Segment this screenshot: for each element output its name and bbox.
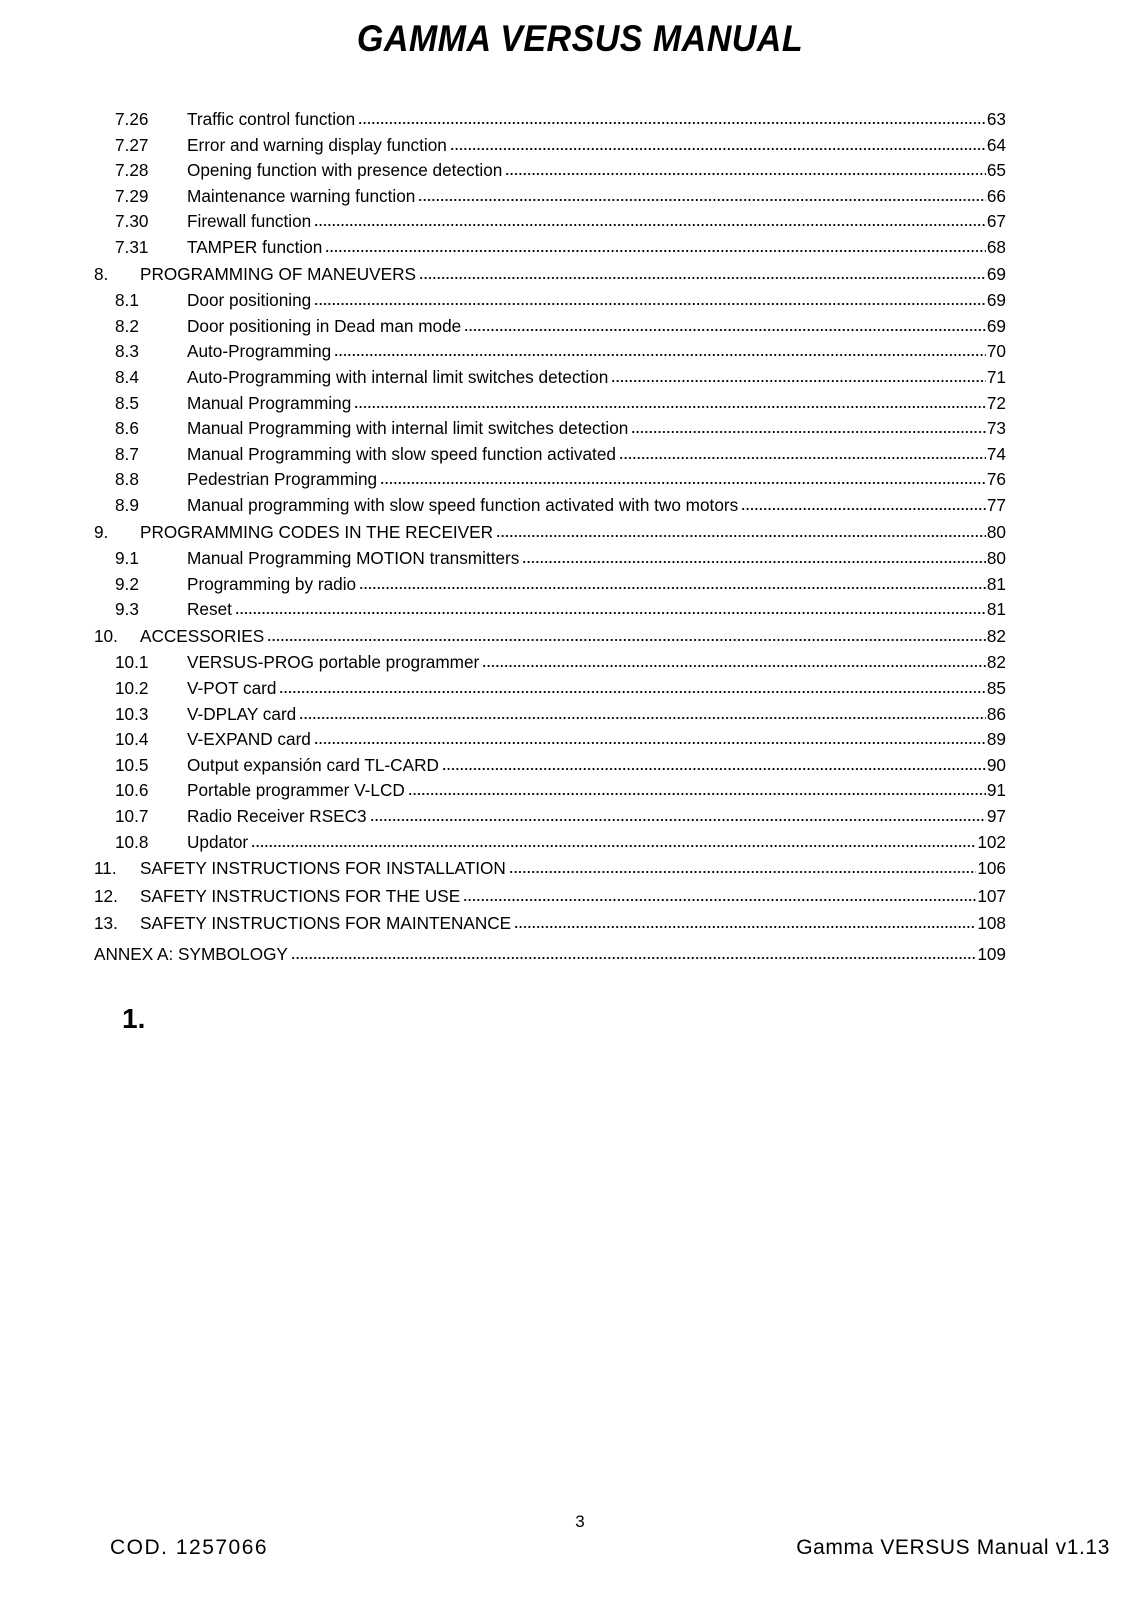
toc-entry-page: 71 <box>986 366 1006 387</box>
toc-entry[interactable] <box>94 519 1006 547</box>
toc-entry-page: 68 <box>986 236 1006 257</box>
toc-entry[interactable] <box>94 365 1006 391</box>
toc-entry-number: 8.5 <box>115 392 139 413</box>
table-of-contents <box>94 107 1006 968</box>
toc-dot-leader <box>354 393 986 409</box>
toc-entry-title: SAFETY INSTRUCTIONS FOR INSTALLATION <box>140 858 506 879</box>
toc-entry-page: 109 <box>977 944 1006 964</box>
toc-entry-title: Output expansión card TL-CARD <box>187 754 439 775</box>
toc-entry-page: 77 <box>986 494 1006 515</box>
toc-dot-leader <box>370 806 986 822</box>
toc-entry[interactable] <box>94 855 1006 883</box>
toc-entry[interactable] <box>94 650 1006 676</box>
toc-entry-number: 9. <box>94 521 109 542</box>
toc-dot-leader <box>418 186 986 202</box>
toc-entry-page: 63 <box>986 109 1006 129</box>
toc-entry-title: Manual Programming with internal limit switches detection <box>187 418 629 439</box>
toc-entry-title: Manual Programming with slow speed function activated <box>187 443 616 464</box>
toc-entry[interactable] <box>94 467 1006 493</box>
toc-entry[interactable] <box>94 753 1006 779</box>
toc-entry-title: PROGRAMMING OF MANEUVERS <box>140 263 416 284</box>
toc-entry-title: Auto-Programming with internal limit switches detection <box>187 366 609 387</box>
toc-dot-leader <box>741 495 986 511</box>
toc-entry-title: PROGRAMMING CODES IN THE RECEIVER <box>140 521 494 542</box>
toc-entry-number: 10.6 <box>115 780 149 801</box>
toc-entry[interactable] <box>94 572 1006 598</box>
toc-dot-leader <box>358 109 986 125</box>
toc-entry[interactable] <box>94 133 1006 159</box>
page-number: 3 <box>575 1512 585 1531</box>
toc-entry-page: 65 <box>986 160 1006 181</box>
toc-entry-title: Pedestrian Programming <box>187 469 378 490</box>
toc-entry-title: Reset <box>187 599 232 620</box>
toc-entry-page: 89 <box>986 729 1006 750</box>
toc-entry-page: 108 <box>977 913 1006 934</box>
toc-dot-leader <box>631 418 986 434</box>
toc-entry[interactable] <box>94 727 1006 753</box>
toc-entry-number: 10.3 <box>115 703 149 724</box>
toc-entry[interactable] <box>94 942 1006 968</box>
toc-entry-title: Door positioning <box>187 290 312 311</box>
toc-entry-page: 86 <box>986 703 1006 724</box>
toc-entry-number: 8.2 <box>115 315 139 336</box>
toc-dot-leader <box>279 678 985 694</box>
toc-entry-number: 9.2 <box>115 573 139 594</box>
toc-entry-page: 90 <box>986 754 1006 775</box>
toc-entry-page: 80 <box>986 521 1006 542</box>
toc-entry[interactable] <box>94 339 1006 365</box>
toc-entry-title: SAFETY INSTRUCTIONS FOR MAINTENANCE <box>140 913 512 934</box>
toc-entry-title: Error and warning display function <box>187 134 447 155</box>
toc-dot-leader <box>611 367 986 383</box>
toc-entry-number: 7.29 <box>115 185 149 206</box>
toc-entry-page: 80 <box>986 548 1006 569</box>
toc-entry-number: 7.31 <box>115 236 149 257</box>
toc-entry-page: 107 <box>977 885 1006 906</box>
toc-entry-number: 12. <box>94 885 118 906</box>
toc-dot-leader <box>509 858 977 874</box>
toc-entry[interactable] <box>94 623 1006 651</box>
toc-entry[interactable] <box>94 184 1006 210</box>
section-heading: 1. <box>122 1003 146 1034</box>
toc-dot-leader <box>325 237 986 253</box>
toc-entry-title: VERSUS-PROG portable programmer <box>187 652 480 673</box>
toc-dot-leader <box>496 522 986 538</box>
toc-entry-number: 8.4 <box>115 366 139 387</box>
toc-entry-title: Radio Receiver RSEC3 <box>187 806 367 827</box>
toc-entry[interactable] <box>94 107 1006 133</box>
toc-entry-title: Auto-Programming <box>187 341 332 362</box>
toc-entry-page: 81 <box>986 573 1006 594</box>
toc-entry[interactable] <box>94 546 1006 572</box>
toc-entry-number: 10.8 <box>115 831 149 852</box>
toc-entry-number: 10.4 <box>115 729 149 750</box>
toc-entry-page: 106 <box>977 858 1006 879</box>
toc-entry-page: 74 <box>986 443 1006 464</box>
toc-entry[interactable] <box>94 676 1006 702</box>
toc-dot-leader <box>505 160 986 176</box>
toc-dot-leader <box>514 913 976 929</box>
toc-entry-number: 10. <box>94 625 118 646</box>
toc-entry-page: 66 <box>986 185 1006 206</box>
toc-entry-title: ACCESSORIES <box>140 625 265 646</box>
toc-entry-title: Manual Programming MOTION transmitters <box>187 548 520 569</box>
toc-entry-page: 76 <box>986 469 1006 490</box>
toc-entry-title: Firewall function <box>187 211 312 232</box>
toc-entry-title: V-EXPAND card <box>187 729 311 750</box>
toc-entry-number: 7.27 <box>115 134 149 155</box>
toc-entry-page: 85 <box>986 678 1006 699</box>
toc-entry-title: Programming by radio <box>187 573 357 594</box>
toc-dot-leader <box>450 135 986 151</box>
toc-entry-page: 69 <box>986 315 1006 336</box>
toc-entry[interactable] <box>94 209 1006 235</box>
toc-dot-leader <box>408 780 986 796</box>
toc-dot-leader <box>267 626 986 642</box>
toc-entry-number: 8.3 <box>115 341 139 362</box>
toc-entry[interactable] <box>94 261 1006 289</box>
toc-dot-leader <box>442 755 986 771</box>
toc-entry-number: 10.1 <box>115 652 149 673</box>
footer-manual-version: Gamma VERSUS Manual v1.13 <box>796 1536 1110 1559</box>
toc-entry-page: 102 <box>977 831 1006 852</box>
toc-entry-number: 8.7 <box>115 443 139 464</box>
toc-entry-title: V-POT card <box>187 678 277 699</box>
toc-entry-number: 10.7 <box>115 806 149 827</box>
footer-code: COD. 1257066 <box>110 1536 269 1559</box>
toc-entry-number: 9.3 <box>115 599 139 620</box>
toc-entry-number: 10.2 <box>115 678 149 699</box>
toc-dot-leader <box>619 444 986 460</box>
toc-entry-page: 70 <box>986 341 1006 362</box>
toc-entry[interactable] <box>94 493 1006 519</box>
toc-entry[interactable] <box>94 158 1006 184</box>
toc-dot-leader <box>251 832 976 848</box>
toc-entry[interactable] <box>94 597 1006 623</box>
toc-entry-number: 7.30 <box>115 211 149 232</box>
toc-entry-title: Maintenance warning function <box>187 185 416 206</box>
toc-entry[interactable] <box>94 702 1006 728</box>
toc-dot-leader <box>522 548 986 564</box>
toc-entry[interactable] <box>94 288 1006 314</box>
toc-entry-page: 69 <box>986 263 1006 284</box>
toc-entry-title: Opening function with presence detection <box>187 160 503 181</box>
toc-entry-title: SAFETY INSTRUCTIONS FOR THE USE <box>140 885 461 906</box>
toc-entry[interactable] <box>94 910 1006 938</box>
toc-entry[interactable] <box>94 235 1006 261</box>
document-title: GAMMA VERSUS MANUAL <box>356 18 804 59</box>
toc-dot-leader <box>314 211 986 227</box>
toc-entry[interactable] <box>94 442 1006 468</box>
toc-entry-page: 73 <box>986 418 1006 439</box>
toc-dot-leader <box>482 652 986 668</box>
toc-entry[interactable] <box>94 778 1006 804</box>
toc-dot-leader <box>314 290 986 306</box>
toc-dot-leader <box>359 574 986 590</box>
toc-dot-leader <box>299 704 986 720</box>
toc-dot-leader <box>334 341 986 357</box>
toc-entry-page: 72 <box>986 392 1006 413</box>
toc-entry[interactable] <box>94 416 1006 442</box>
toc-entry-number: 8.9 <box>115 494 139 515</box>
toc-entry-page: 91 <box>986 780 1006 801</box>
toc-dot-leader <box>464 316 986 332</box>
toc-entry-number: 13. <box>94 913 118 934</box>
toc-entry-page: 82 <box>986 625 1006 646</box>
toc-dot-leader <box>419 264 986 280</box>
toc-entry-title: Door positioning in Dead man mode <box>187 315 462 336</box>
toc-dot-leader <box>463 886 976 902</box>
toc-dot-leader <box>291 944 976 960</box>
toc-entry-number: 7.26 <box>115 109 149 129</box>
toc-entry[interactable] <box>94 830 1006 856</box>
toc-entry-title: V-DPLAY card <box>187 703 297 724</box>
toc-entry-number: 8.1 <box>115 290 139 311</box>
toc-entry[interactable] <box>94 883 1006 911</box>
toc-entry-number: 11. <box>94 858 117 879</box>
toc-dot-leader <box>380 469 986 485</box>
toc-entry-title: Manual Programming <box>187 392 352 413</box>
toc-entry-title: Updator <box>187 831 249 852</box>
toc-entry-number: 7.28 <box>115 160 149 181</box>
toc-entry[interactable] <box>94 804 1006 830</box>
toc-entry-page: 69 <box>986 290 1006 311</box>
toc-entry[interactable] <box>94 314 1006 340</box>
toc-entry-number: 8.8 <box>115 469 139 490</box>
toc-entry-page: 81 <box>986 599 1006 620</box>
toc-entry-page: 82 <box>986 652 1006 673</box>
toc-dot-leader <box>314 729 986 745</box>
toc-dot-leader <box>235 599 986 615</box>
toc-entry[interactable] <box>94 391 1006 417</box>
toc-entry-number: 10.5 <box>115 754 149 775</box>
toc-entry-number: 8.6 <box>115 418 139 439</box>
toc-entry-number: 8. <box>94 263 109 284</box>
toc-entry-title: ANNEX A: SYMBOLOGY <box>94 944 288 964</box>
toc-entry-page: 64 <box>986 134 1006 155</box>
toc-entry-page: 67 <box>986 211 1006 232</box>
toc-entry-title: Traffic control function <box>187 109 356 129</box>
toc-entry-title: Manual programming with slow speed function activated with two motors <box>187 494 739 515</box>
toc-entry-title: TAMPER function <box>187 236 323 257</box>
toc-entry-title: Portable programmer V-LCD <box>187 780 405 801</box>
toc-entry-number: 9.1 <box>115 548 139 569</box>
toc-entry-page: 97 <box>986 806 1006 827</box>
